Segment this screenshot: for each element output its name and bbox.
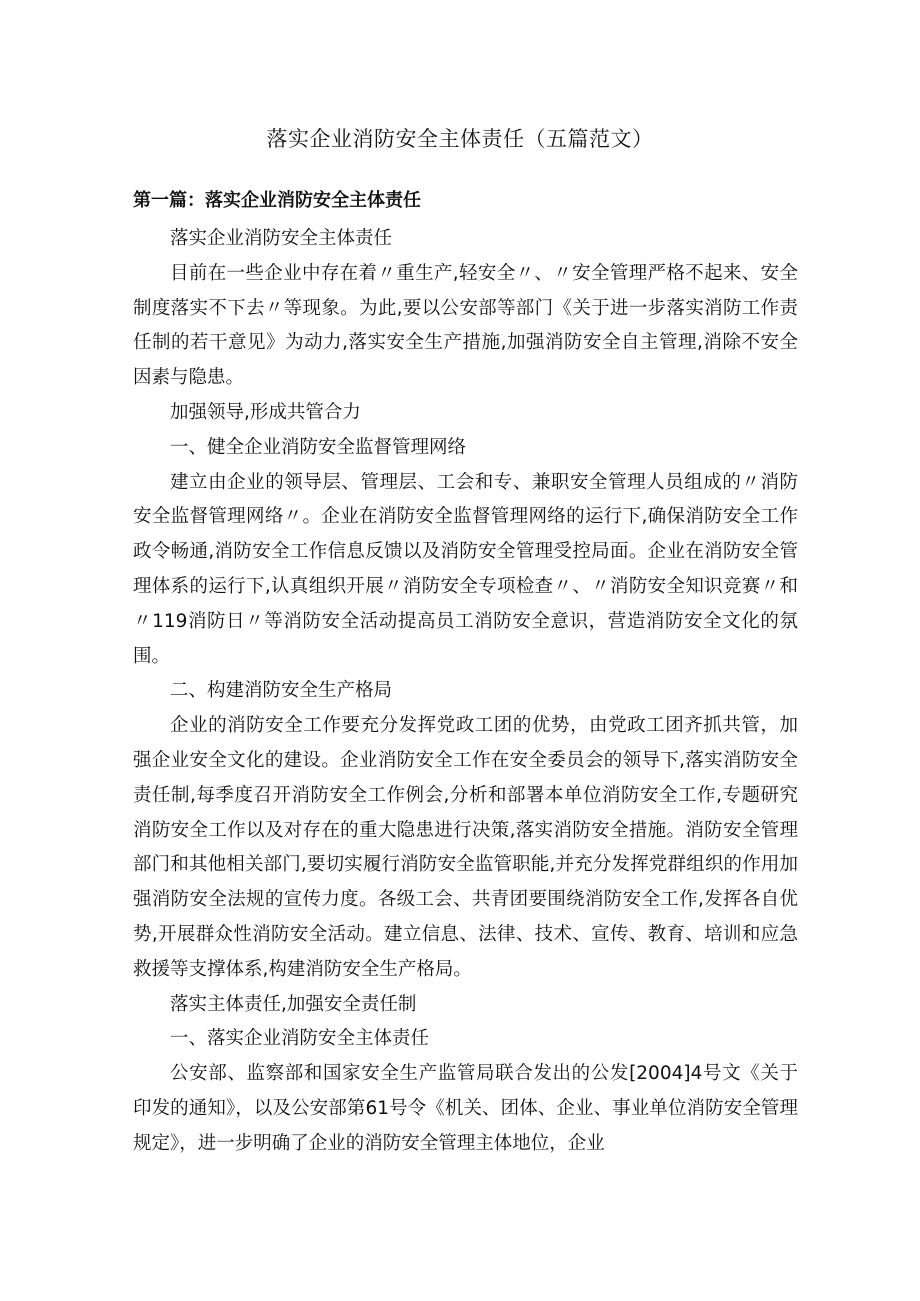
body-paragraph: 企业的消防安全工作要充分发挥党政工团的优势，由党政工团齐抓共管，加强企业安全文化的建设。企业消防安全工作在安全委员会的领导下,落实消防安全责任制,每季度召开消防安全工作例会,分析和部署本单位消防安全工作,专题研究消防安全工作以及对存在的重大隐患进行决策,落实消防安全措施。消防安全管理部门和其他相关部门,要切实履行消防安全监管职能,并充分发挥党群组织的作用加强消防安全法规的宣传力度。各级工会、共青团要围绕消防安全工作,发挥各自优势,开展群众性消防安全活动。建立信息、法律、技术、宣传、教育、培训和应急救援等支撑体系,构建消防安全生产格局。 [133,715,798,980]
document-body [133,222,798,1162]
body-paragraph: 建立由企业的领导层、管理层、工会和专、兼职安全管理人员组成的〃消防安全监督管理网络〃。企业在消防安全监督管理网络的运行下,确保消防安全工作政令畅通,消防安全工作信息反馈以及消防安全管理受控局面。企业在消防安全管理体系的运行下,认真组织开展〃消防安全专项检查〃、〃消防安全知识竞赛〃和〃119消防日〃等消防安全活动提高员工消防安全意识，营造消防安全文化的氛围。 [133,471,798,667]
body-paragraph: 一、落实企业消防安全主体责任 [170,1028,430,1050]
body-paragraph: 公安部、监察部和国家安全生产监管局联合发出的公发[2004]4号文《关于印发的通知》，以及公安部第61号令《机关、团体、企业、事业单位消防安全管理规定》，进一步明确了企业的消防安全管理主体地位，企业 [133,1063,798,1154]
body-paragraph: 目前在一些企业中存在着〃重生产,轻安全〃、〃安全管理严格不起来、安全制度落实不下去〃等现象。为此,要以公安部等部门《关于进一步落实消防工作责任制的若干意见》为动力,落实安全生产措施,加强消防安全自主管理,消除不安全因素与隐患。 [133,262,798,389]
body-paragraph: 加强领导,形成共管合力 [170,401,361,423]
body-paragraph: 二、构建消防安全生产格局 [170,680,393,702]
body-paragraph: 一、健全企业消防安全监督管理网络 [170,436,467,458]
document-title: 落实企业消防安全主体责任（五篇范文） [266,127,654,151]
section-heading: 第一篇：落实企业消防安全主体责任 [133,190,421,211]
body-paragraph: 落实主体责任,加强安全责任制 [170,993,417,1015]
body-paragraph: 落实企业消防安全主体责任 [170,228,393,249]
